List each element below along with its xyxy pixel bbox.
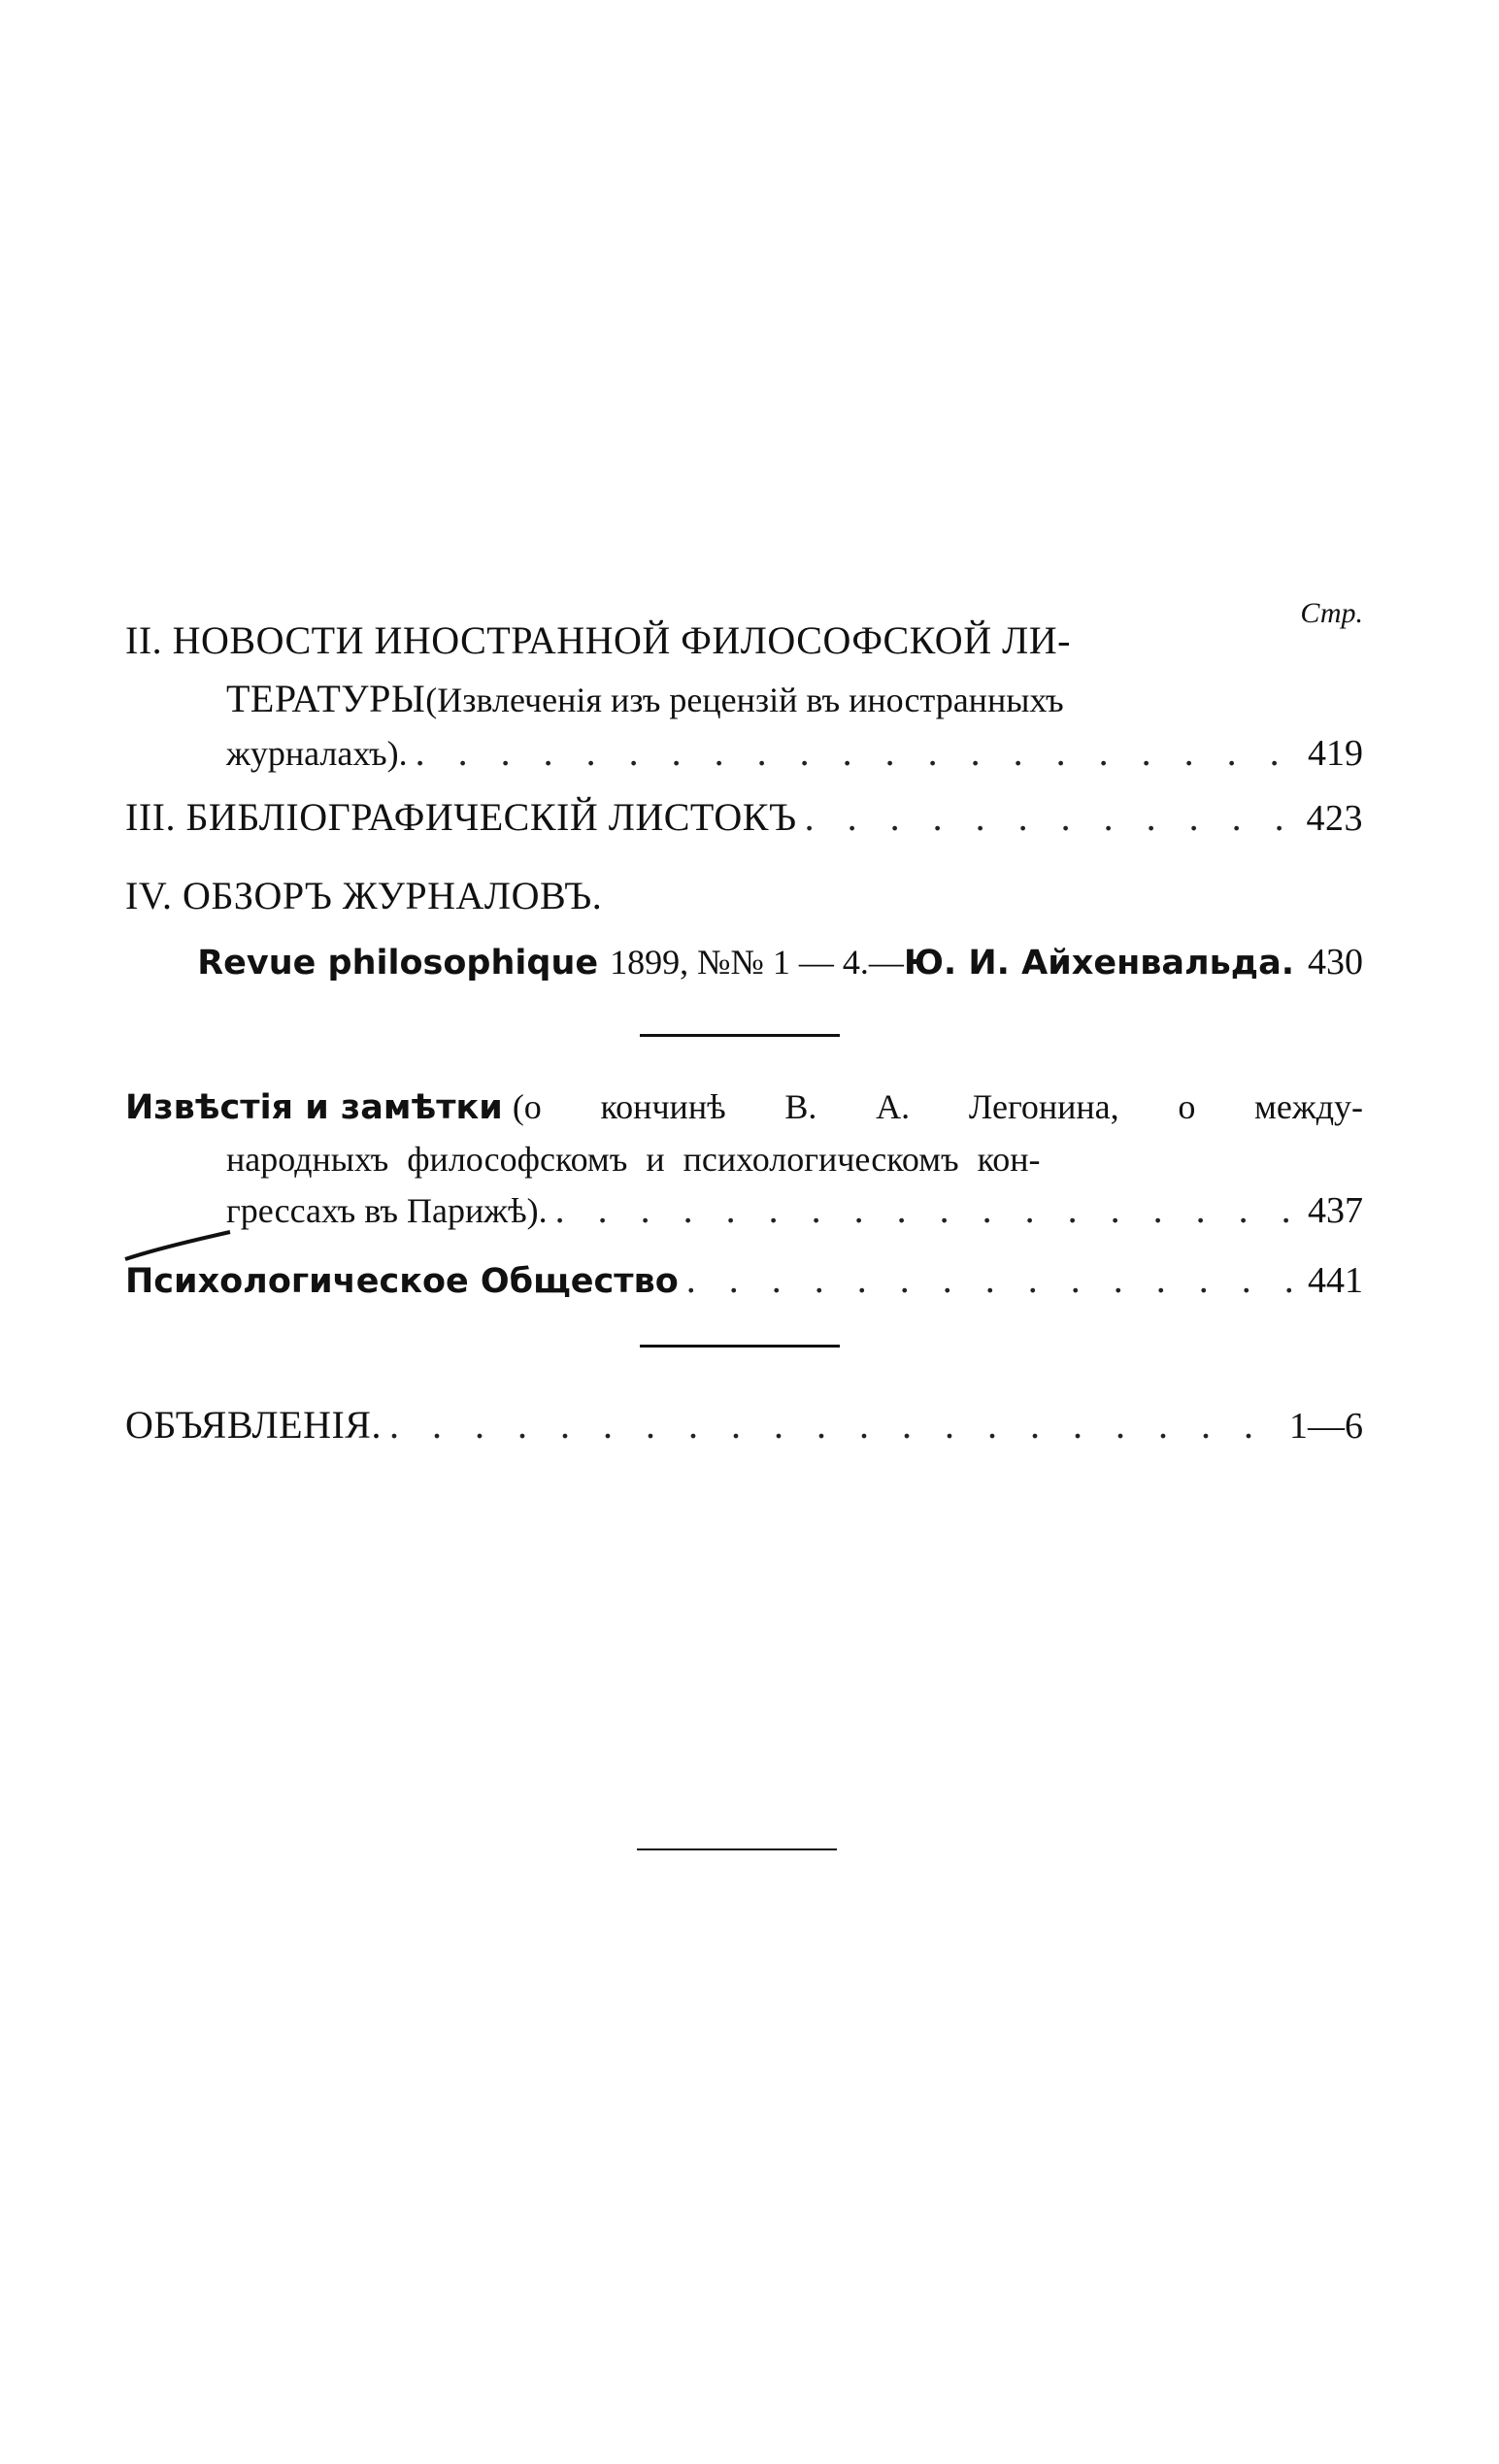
entry-text: ОБЪЯВЛЕНІЯ. <box>125 1403 382 1447</box>
entry-text: (о кончинѣ В. А. Легонина, о между- <box>512 1087 1363 1126</box>
page-number: 441 <box>1308 1260 1363 1301</box>
toc-entry-foreign-news-line3 <box>226 733 1363 772</box>
entry-text: IV. ОБЗОРЪ ЖУРНАЛОВЪ. <box>125 874 603 917</box>
entry-text: ТЕРАТУРЫ <box>226 677 426 720</box>
dot-leader <box>686 1260 1300 1299</box>
page-column-label: Стр. <box>1300 597 1363 629</box>
entry-text: Revue philosophique <box>197 944 599 982</box>
dot-leader <box>389 1406 1282 1445</box>
page-number: 430 <box>1308 942 1363 982</box>
page-number: 423 <box>1306 798 1363 839</box>
divider-rule <box>640 1345 840 1348</box>
entry-text: Извѣстія и замѣтки <box>125 1088 503 1127</box>
toc-entry-revue <box>197 942 1363 982</box>
entry-text: II. НОВОСТИ ИНОСТРАННОЙ ФИЛОСОФСКОЙ ЛИ- <box>125 618 1071 662</box>
page-number: 419 <box>1308 733 1363 774</box>
toc-entry-bibliography <box>125 795 1363 839</box>
toc-entry-foreign-news-line1 <box>125 618 1363 662</box>
entry-text: журналахъ). <box>226 734 408 773</box>
toc-entry-ads <box>125 1403 1363 1447</box>
toc-entry-foreign-news-line2 <box>226 677 1363 720</box>
dot-leader <box>555 1190 1300 1229</box>
entry-text: 1899, №№ 1 — 4.— <box>610 943 904 982</box>
entry-text: (Извлеченія изъ рецензій въ иностранныхъ <box>425 681 1064 719</box>
toc-entry-news-line1 <box>125 1089 1363 1125</box>
page-number: 437 <box>1308 1190 1363 1231</box>
toc-entry-news-line2 <box>226 1142 1363 1177</box>
entry-author: Ю. И. Айхенвальда. <box>903 944 1294 982</box>
divider-rule <box>637 1848 837 1850</box>
dot-leader <box>416 733 1300 772</box>
toc-entry-society <box>125 1260 1363 1299</box>
toc-entry-journals <box>125 874 1363 917</box>
entry-text: грессахъ въ Парижѣ). <box>226 1191 548 1230</box>
entry-text: народныхъ философскомъ и психологическомъ кон- <box>226 1140 1041 1179</box>
page-number: 1—6 <box>1289 1406 1363 1447</box>
divider-rule <box>640 1034 840 1037</box>
toc-entry-news-line3 <box>226 1190 1363 1229</box>
entry-text: Психологическое Общество <box>125 1262 679 1301</box>
dot-leader <box>805 798 1299 837</box>
entry-text: III. БИБЛІОГРАФИЧЕСКІЙ ЛИСТОКЪ <box>125 795 797 839</box>
